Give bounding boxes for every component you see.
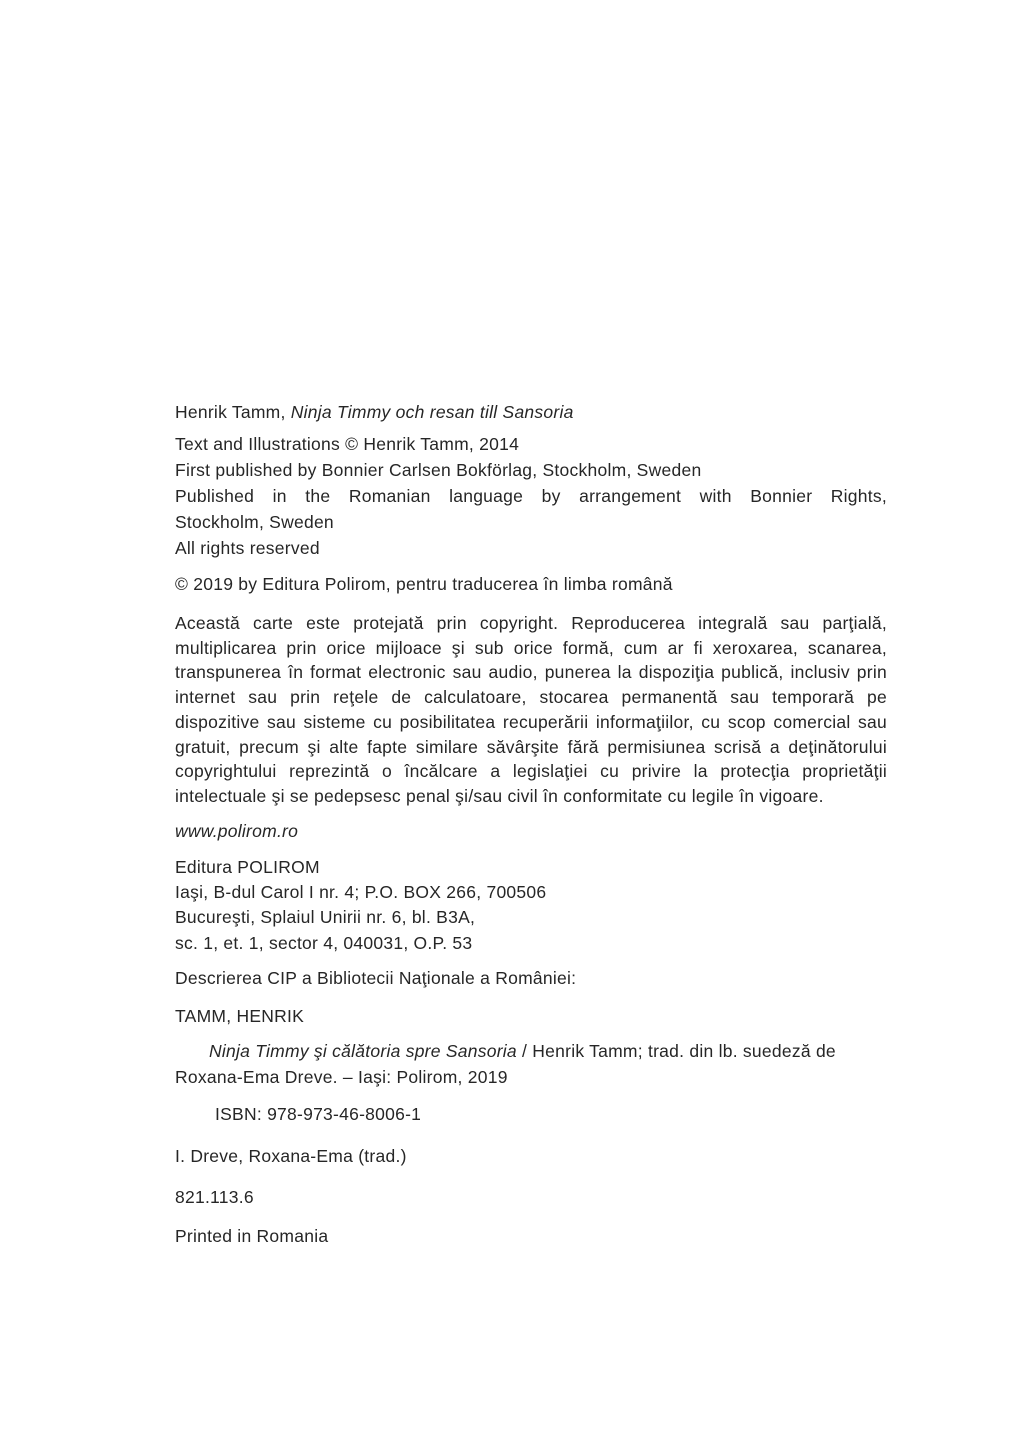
publisher-address-line3: sc. 1, et. 1, sector 4, 040031, O.P. 53 [175, 932, 473, 953]
credit-romanian-rights-line1: Published in the Romanian language by arrangement with Bonnier Rights, [175, 486, 887, 506]
printed-in-line: Printed in Romania [175, 1225, 329, 1246]
credit-romanian-rights [175, 483, 887, 535]
credit-romanian-rights-line2: Stockholm, Sweden [175, 512, 334, 532]
cip-heading: Descrierea CIP a Bibliotecii Naţionale a României: [175, 967, 577, 988]
cip-entry [175, 1038, 887, 1090]
translator-line: I. Dreve, Roxana-Ema (trad.) [175, 1145, 407, 1166]
isbn-line: ISBN: 978-973-46-8006-1 [215, 1103, 422, 1124]
author-name: Henrik Tamm, [175, 402, 291, 422]
original-book-title: Ninja Timmy och resan till Sansoria [290, 402, 574, 422]
original-title-line [175, 399, 887, 425]
credit-first-published: First published by Bonnier Carlsen Bokförlag, Stockholm, Sweden [175, 460, 702, 480]
publisher-address-line2: Bucureşti, Splaiul Unirii nr. 6, bl. B3A, [175, 907, 476, 928]
credits-block [175, 431, 887, 561]
publisher-block [175, 855, 887, 956]
publisher-name: Editura POLIROM [175, 856, 320, 877]
legal-notice-paragraph: Această carte este protejată prin copyright. Reproducerea integrală sau parţială, multiplicarea prin orice mijloace şi sub orice formă, cum ar fi xeroxarea, scanarea, transpunerea în format electronic sau audio, punerea la dispoziţia publică, inclusiv prin internet sau prin reţele de calculatoare, stocarea permanentă sau temporară pe dispozitive sau sisteme cu posibilitatea recuperării informaţiilor, cu scop comercial sau gratuit, precum şi alte fapte similare săvârşite fără permisiunea scrisă a deţinătorului copyrightului reprezintă o încălcare a legislaţiei cu privire la protecţia proprietăţii intelectuale şi se pedepsesc penal şi/sau civil în conformitate cu legile în vigoare. [175, 613, 887, 806]
copyright-page [175, 399, 887, 1249]
udc-classification: 821.113.6 [175, 1186, 254, 1207]
romanian-copyright-line: © 2019 by Editura Polirom, pentru traducerea în limba română [175, 574, 673, 594]
credit-illustrations: Text and Illustrations © Henrik Tamm, 2014 [175, 434, 520, 454]
credit-all-rights: All rights reserved [175, 538, 320, 558]
publisher-address-line1: Iaşi, B-dul Carol I nr. 4; P.O. BOX 266, 700506 [175, 881, 547, 902]
cip-author: TAMM, HENRIK [175, 1005, 305, 1026]
cip-entry-title: Ninja Timmy şi călătoria spre Sansoria [209, 1040, 517, 1061]
publisher-website: www.polirom.ro [175, 820, 299, 841]
cip-entry-rest: / Henrik Tamm; trad. din lb. suedeză de Roxana-Ema Dreve. – Iaşi: Polirom, 2019 [175, 1040, 836, 1087]
